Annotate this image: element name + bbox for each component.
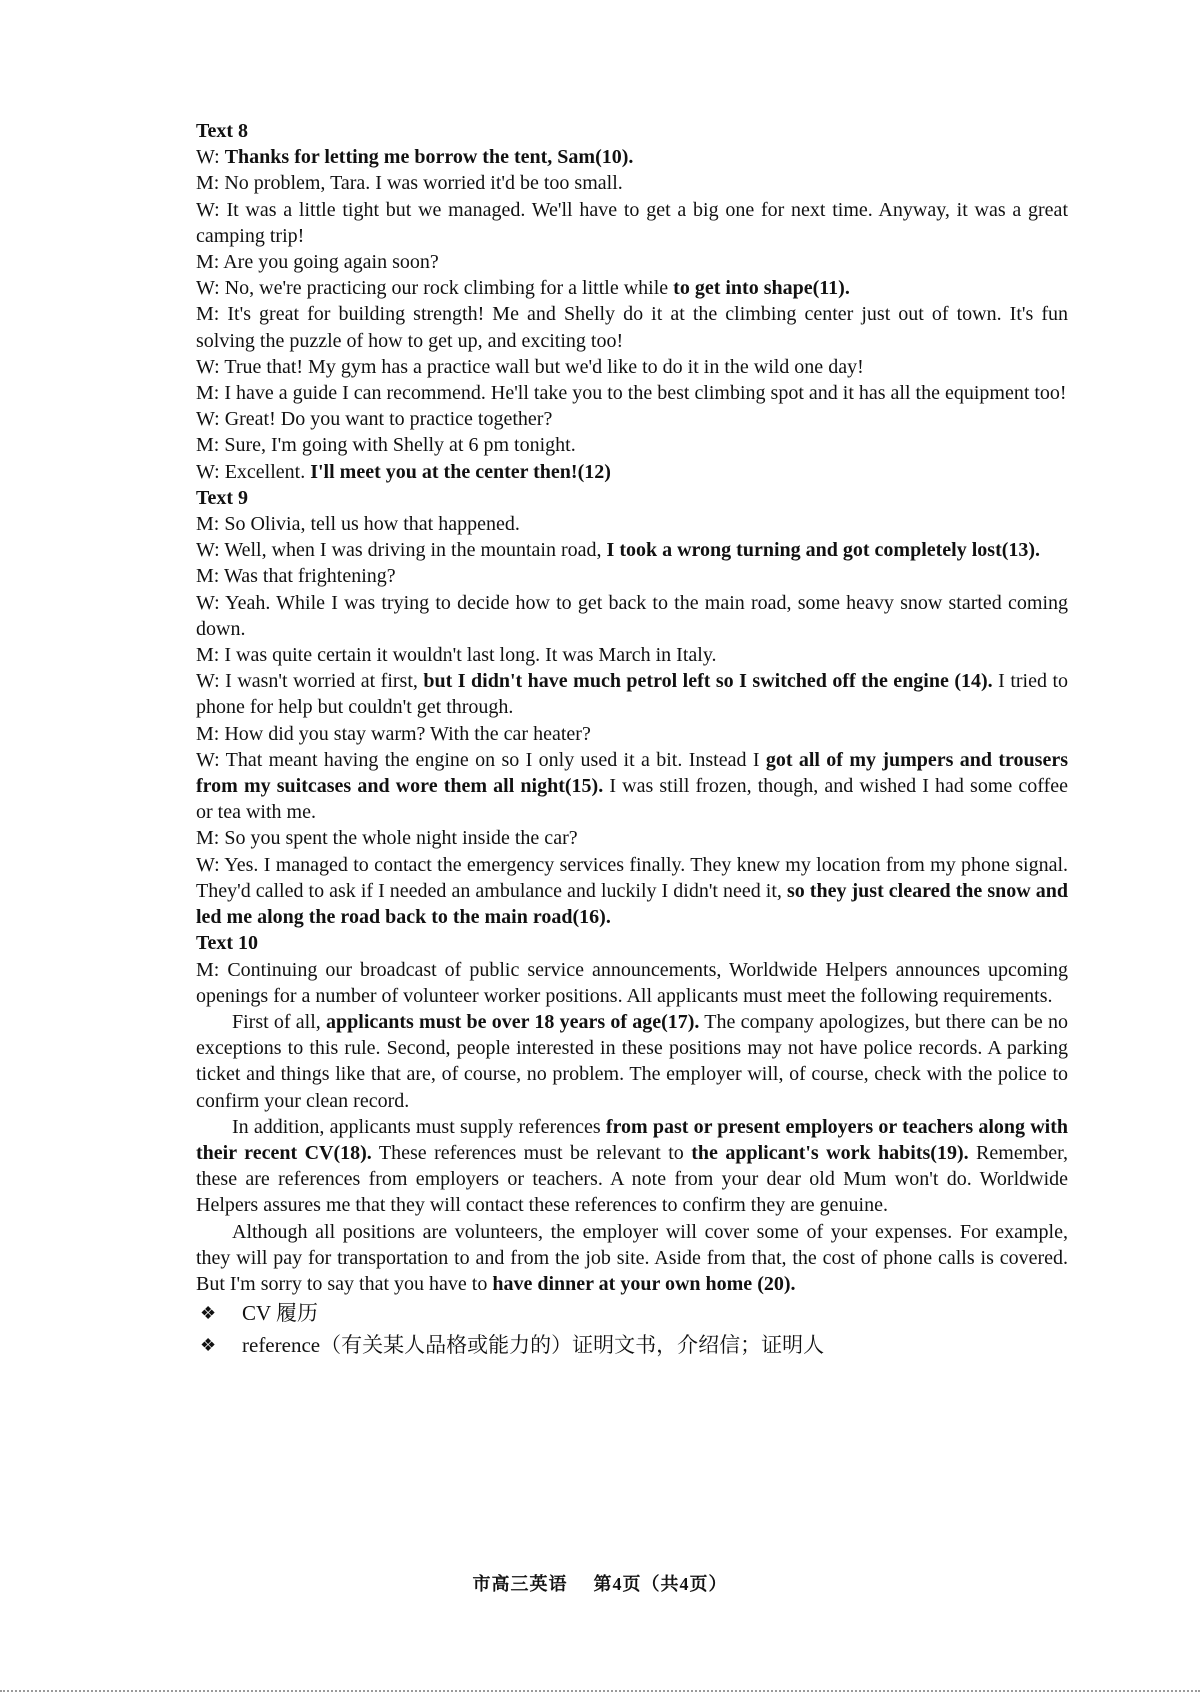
diamond-bullet-icon: ❖ (200, 1335, 217, 1356)
text10-paragraph: M: Continuing our broadcast of public service announcements, Worldwide Helpers announces upcoming openings for a number of volunteer worker positions. All applicants must meet the following requirements. (196, 958, 1068, 1007)
vocab-note-text: CV 履历 (242, 1301, 319, 1326)
vocab-note (196, 1297, 1068, 1329)
text10-paragraph (196, 1114, 1068, 1219)
diamond-bullet-icon: ❖ (200, 1303, 217, 1324)
text8-line (196, 144, 1068, 170)
paragraph-part: The company apologizes, but there can be no exceptions to this rule. Second, people interested in these positions may not have police records. A parking ticket and things like that are, of course, no problem. The employer will, of course, check with the police to confirm your clean record. (196, 1010, 1068, 1112)
text9-line: M: So you spent the whole night inside the car? (196, 827, 578, 850)
text9-line: M: I was quite certain it wouldn't last long. It was March in Italy. (196, 644, 717, 667)
text9-heading: Text 9 (196, 486, 249, 509)
paragraph-part: In addition, applicants must supply references (232, 1115, 606, 1138)
answer-highlight: to get into shape(11). (673, 277, 850, 300)
paragraph-part: Although all positions are volunteers, the employer will cover some of your expenses. For example, they will pay for transportation to and from the job site. Aside from that, the cost of phone calls is covered. But I'm sorry to say that you have to (196, 1220, 1068, 1295)
speaker-line-part: I was still frozen, though, and wished I had some coffee or tea with me. (196, 775, 1068, 824)
text8-line: M: Sure, I'm going with Shelly at 6 pm tonight. (196, 434, 576, 457)
text8-line: M: It's great for building strength! Me and Shelly do it at the climbing center just out of town. It's fun solving the puzzle of how to get up, and exciting too! (196, 303, 1068, 352)
text8-line: W: True that! My gym has a practice wall but we'd like to do it in the wild one day! (196, 355, 864, 378)
text8-line: M: I have a guide I can recommend. He'll take you to the best climbing spot and it has all the equipment too! (196, 382, 1067, 405)
text10-heading: Text 10 (196, 932, 259, 955)
text9-line (196, 668, 1068, 720)
footer-subject: 市高三英语 (472, 1574, 568, 1594)
document-body (196, 118, 1068, 1361)
answer-highlight: got all of my jumpers and trousers from my suitcases and wore them all night(15). (196, 748, 1068, 798)
text9-line: M: So Olivia, tell us how that happened. (196, 513, 520, 536)
text10-paragraph (196, 1009, 1068, 1114)
text9-line (196, 537, 1068, 563)
text9-line: W: Yeah. While I was trying to decide how to get back to the main road, some heavy snow started coming down. (196, 591, 1068, 640)
vocab-note-text: reference（有关某人品格或能力的）证明文书，介绍信；证明人 (242, 1333, 825, 1358)
text9-line (196, 747, 1068, 826)
answer-highlight: applicants must be over 18 years of age(17). (326, 1010, 700, 1033)
speaker-line-part: W: Well, when I was driving in the mountain road, (196, 539, 607, 562)
answer-highlight: I'll meet you at the center then!(12) (310, 460, 611, 483)
text8-line: W: Great! Do you want to practice together? (196, 408, 553, 431)
speaker-line-part: W: Excellent. (196, 460, 311, 483)
text9-line: M: How did you stay warm? With the car heater? (196, 722, 591, 745)
answer-highlight: so they just cleared the snow and led me along the road back to the main road(16). (196, 879, 1068, 929)
text9-line: M: Was that frightening? (196, 565, 396, 588)
answer-highlight: the applicant's work habits(19). (691, 1141, 969, 1164)
speaker-line-part: W: (196, 146, 225, 169)
page-footer (0, 1570, 1200, 1596)
speaker-line-part: W: That meant having the engine on so I only used it a bit. Instead I (196, 748, 766, 771)
text8-line (196, 275, 1068, 301)
speaker-line-part: W: No, we're practicing our rock climbing for a little while (196, 277, 674, 300)
answer-highlight: but I didn't have much petrol left so I switched off the engine (14). (423, 670, 993, 693)
paragraph-part: These references must be relevant to (371, 1141, 692, 1164)
text8-line: M: No problem, Tara. I was worried it'd be too small. (196, 172, 623, 195)
answer-highlight: have dinner at your own home (20). (492, 1272, 796, 1295)
text8-line: W: It was a little tight but we managed. We'll have to get a big one for next time. Anyway, it was a great camping trip! (196, 198, 1068, 247)
text9-line (196, 852, 1068, 931)
text8-line (196, 459, 1068, 485)
footer-page-number: 第4页（共4页） (593, 1574, 728, 1594)
vocab-note (196, 1329, 1068, 1361)
paragraph-part: Remember, these are references from employers or teachers. A note from your dear old Mum won't do. Worldwide Helpers assures me that they will contact these references to confirm they are genuine. (196, 1141, 1069, 1217)
text8-heading: Text 8 (196, 120, 249, 142)
answer-highlight: from past or present employers or teachers along with their recent CV(18). (196, 1115, 1068, 1164)
text10-paragraph (196, 1219, 1068, 1298)
scan-edge-divider (0, 1690, 1200, 1692)
answer-highlight: Thanks for letting me borrow the tent, Sam(10). (224, 146, 634, 169)
text8-line: M: Are you going again soon? (196, 251, 439, 274)
speaker-line-part: W: Yes. I managed to contact the emergency services finally. They knew my location from my phone signal. They'd called to ask if I needed an ambulance and luckily I didn't need it, (196, 853, 1068, 902)
speaker-line-part: W: I wasn't worried at first, (196, 670, 424, 693)
paragraph-part: First of all, (232, 1010, 327, 1033)
answer-highlight: I took a wrong turning and got completely lost(13). (606, 539, 1041, 562)
speaker-line-part: I tried to phone for help but couldn't get through. (196, 670, 1069, 719)
